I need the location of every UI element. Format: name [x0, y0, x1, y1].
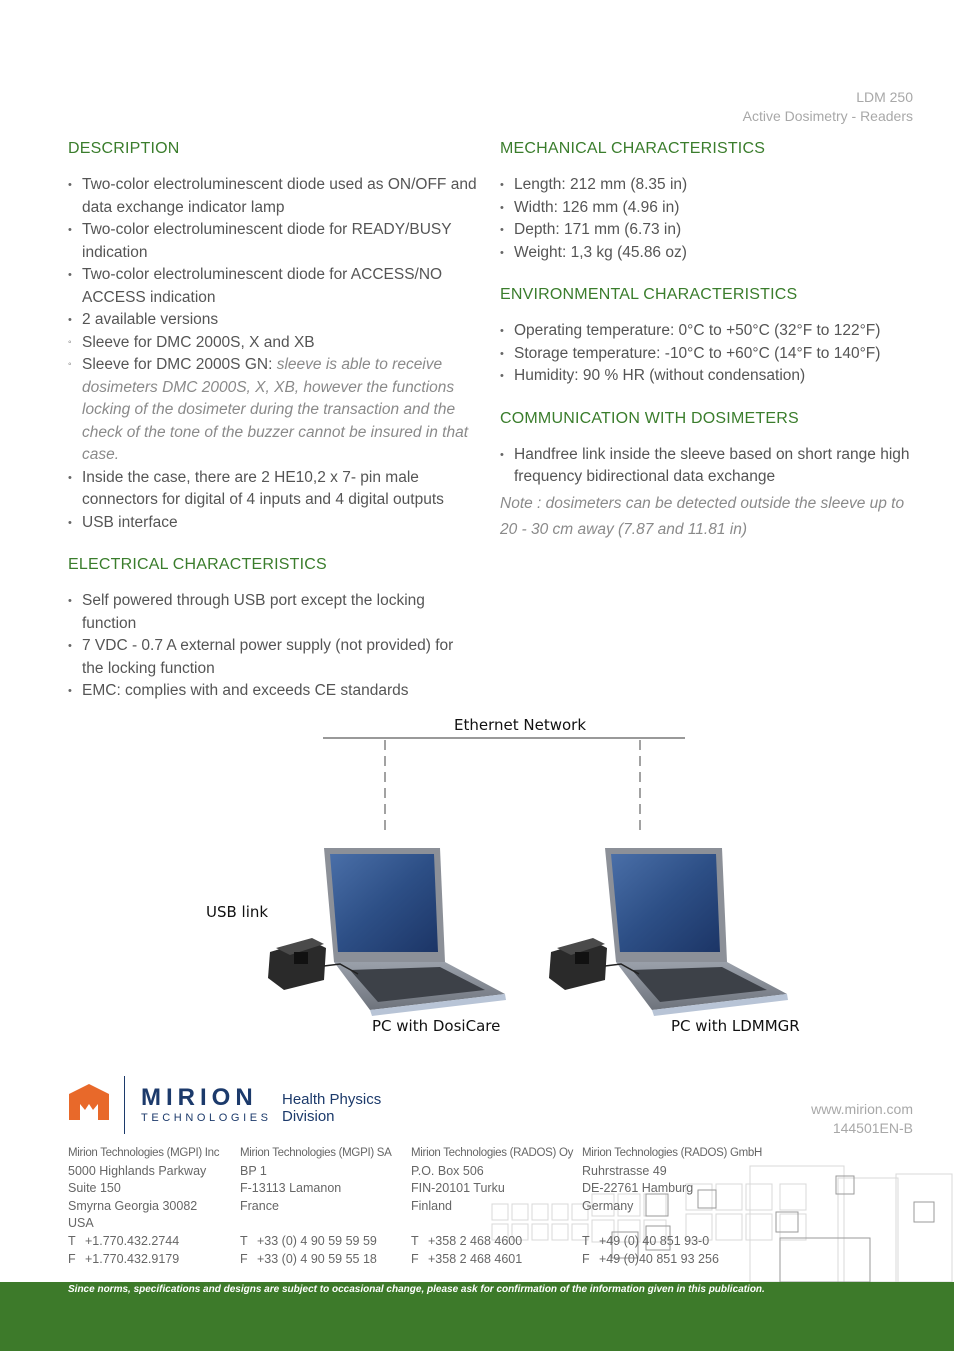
address-fax — [582, 1251, 762, 1269]
phone-number: +33 (0) 4 90 59 59 59 — [257, 1233, 377, 1248]
website-block — [811, 1100, 913, 1138]
communication-list — [500, 444, 920, 489]
mirion-logo — [68, 1076, 398, 1136]
electrical-title: ELECTRICAL CHARACTERISTICS — [68, 556, 327, 573]
usb-link-label: USB link — [206, 903, 269, 921]
brand-name: MIRION — [141, 1084, 258, 1111]
mirion-logo-icon — [68, 1084, 110, 1128]
diagram-graphic — [200, 712, 820, 1052]
description-title: DESCRIPTION — [68, 140, 180, 157]
address-line: Ruhrstrasse 49 — [582, 1163, 667, 1178]
fax-number: +33 (0) 4 90 59 55 18 — [257, 1251, 377, 1266]
address-mgpi-sa — [240, 1145, 405, 1268]
pc1-label: PC with DosiCare — [372, 1017, 501, 1035]
document-reference: 144501EN-B — [832, 1120, 913, 1136]
environmental-section — [500, 286, 920, 388]
communication-title: COMMUNICATION WITH DOSIMETERS — [500, 409, 799, 427]
address-mgpi-inc — [68, 1145, 233, 1268]
address-line: 5000 Highlands Parkway — [68, 1163, 207, 1178]
address-line — [411, 1215, 576, 1233]
mechanical-section — [500, 140, 920, 264]
list-item: • Humidity: 90 % HR (without condensation) — [500, 365, 920, 388]
address-line — [240, 1215, 405, 1233]
description-section — [68, 140, 478, 534]
fax-key: F — [582, 1251, 590, 1266]
phone-key: T — [411, 1233, 419, 1248]
list-item: • Handfree link inside the sleeve based on short range high frequency bidirectional data exchange — [500, 444, 920, 489]
division-name — [282, 1091, 381, 1125]
list-item: • Storage temperature: -10°C to +60°C (14°F to 140°F) — [500, 343, 920, 366]
phone-key: T — [68, 1233, 76, 1248]
list-item: • 2 available versions — [68, 309, 478, 332]
address-rados-oy — [411, 1145, 576, 1268]
address-phone — [411, 1233, 576, 1251]
address-line — [582, 1215, 762, 1233]
phone-number: +49 (0) 40 851 93-0 — [599, 1233, 710, 1248]
mechanical-title: MECHANICAL CHARACTERISTICS — [500, 140, 766, 157]
laptop-1-icon — [324, 848, 506, 1016]
address-rados-gmbh — [582, 1145, 762, 1268]
list-sub-item: ◦ Sleeve for DMC 2000S, X and XB — [68, 332, 478, 355]
list-item: • Weight: 1,3 kg (45.86 oz) — [500, 242, 920, 265]
address-line: F-13113 Lamanon — [240, 1181, 342, 1196]
list-sub-item — [68, 354, 478, 467]
product-category: Active Dosimetry - Readers — [742, 108, 913, 124]
address-company: Mirion Technologies (RADOS) Oy — [411, 1147, 574, 1159]
address-line: Suite 150 — [68, 1181, 121, 1196]
fax-key: F — [411, 1251, 419, 1266]
brand-tech: TECHNOLOGIES — [141, 1112, 272, 1124]
address-phone — [240, 1233, 405, 1251]
disclaimer: Since norms, specifications and designs are subject to occasional change, please ask for confirmation of the information given in this publication. — [68, 1284, 765, 1295]
document-header — [743, 88, 913, 126]
address-line: BP 1 — [240, 1163, 267, 1178]
product-name: LDM 250 — [856, 89, 913, 105]
list-item: • Width: 126 mm (4.96 in) — [500, 197, 920, 220]
address-line: Germany — [582, 1198, 634, 1213]
list-item: • 7 VDC - 0.7 A external power supply (not provided) for the locking function — [68, 635, 478, 680]
fax-number: +1.770.432.9179 — [85, 1251, 180, 1266]
description-list — [68, 174, 478, 534]
fax-key: F — [68, 1251, 76, 1266]
address-fax — [411, 1251, 576, 1269]
list-item: • Self powered through USB port except the locking function — [68, 590, 478, 635]
left-column — [68, 140, 478, 725]
list-item: • Length: 212 mm (8.35 in) — [500, 174, 920, 197]
list-item: • EMC: complies with and exceeds CE standards — [68, 680, 478, 703]
mechanical-list — [500, 174, 920, 264]
address-phone — [68, 1233, 233, 1251]
fax-key: F — [240, 1251, 248, 1266]
fax-number: +49 (0)40 851 93 256 — [599, 1251, 719, 1266]
communication-section — [500, 410, 920, 543]
environmental-title: ENVIRONMENTAL CHARACTERISTICS — [500, 286, 798, 303]
address-line: DE-22761 Hamburg — [582, 1181, 694, 1196]
address-company: Mirion Technologies (MGPI) Inc — [68, 1147, 220, 1159]
network-diagram — [200, 712, 820, 1052]
address-fax — [68, 1251, 233, 1269]
list-item: • Two-color electroluminescent diode used as ON/OFF and data exchange indicator lamp — [68, 174, 478, 219]
list-item: • Operating temperature: 0°C to +50°C (32°F to 122°F) — [500, 320, 920, 343]
address-phone — [582, 1233, 762, 1251]
address-line: P.O. Box 506 — [411, 1163, 484, 1178]
environmental-list — [500, 320, 920, 388]
phone-key: T — [240, 1233, 248, 1248]
sub-item-label: Sleeve for DMC 2000S GN: — [82, 356, 277, 373]
address-company: Mirion Technologies (RADOS) GmbH — [582, 1147, 762, 1159]
address-line: Smyrna Georgia 30082 — [68, 1198, 198, 1213]
pc2-label: PC with LDMMGR — [671, 1017, 800, 1035]
laptop-2-icon — [605, 848, 788, 1016]
fax-number: +358 2 468 4601 — [428, 1251, 523, 1266]
electrical-section — [68, 556, 478, 703]
address-company: Mirion Technologies (MGPI) SA — [240, 1147, 392, 1159]
list-item: • Two-color electroluminescent diode for ACCESS/NO ACCESS indication — [68, 264, 478, 309]
phone-key: T — [582, 1233, 590, 1248]
address-line: USA — [68, 1216, 94, 1231]
address-line: France — [240, 1198, 279, 1213]
phone-number: +1.770.432.2744 — [85, 1233, 180, 1248]
list-item: • Depth: 171 mm (6.73 in) — [500, 219, 920, 242]
electrical-list — [68, 590, 478, 703]
right-column — [500, 140, 920, 565]
address-line: FIN-20101 Turku — [411, 1181, 505, 1196]
sub-item-note: sleeve is able to receive dosimeters DMC 2000S, X, XB, however the functions locking of the dosimeter during the transaction and the check of the tone of the buzzer cannot be insured in that case. — [82, 356, 469, 463]
logo-divider — [124, 1076, 125, 1134]
communication-note: Note : dosimeters can be detected outside the sleeve up to 20 - 30 cm away (7.87 and 11.81 in) — [500, 494, 905, 538]
division-line-2: Division — [282, 1108, 335, 1125]
address-fax — [240, 1251, 405, 1269]
website-url[interactable]: www.mirion.com — [811, 1101, 913, 1117]
network-label: Ethernet Network — [454, 716, 587, 734]
phone-number: +358 2 468 4600 — [428, 1233, 523, 1248]
division-line-1: Health Physics — [282, 1091, 382, 1108]
list-item: • Two-color electroluminescent diode for READY/BUSY indication — [68, 219, 478, 264]
list-item: • USB interface — [68, 512, 478, 535]
address-line: Finland — [411, 1198, 452, 1213]
list-item: • Inside the case, there are 2 HE10,2 x 7- pin male connectors for digital of 4 inputs and 4 digital outputs — [68, 467, 478, 512]
